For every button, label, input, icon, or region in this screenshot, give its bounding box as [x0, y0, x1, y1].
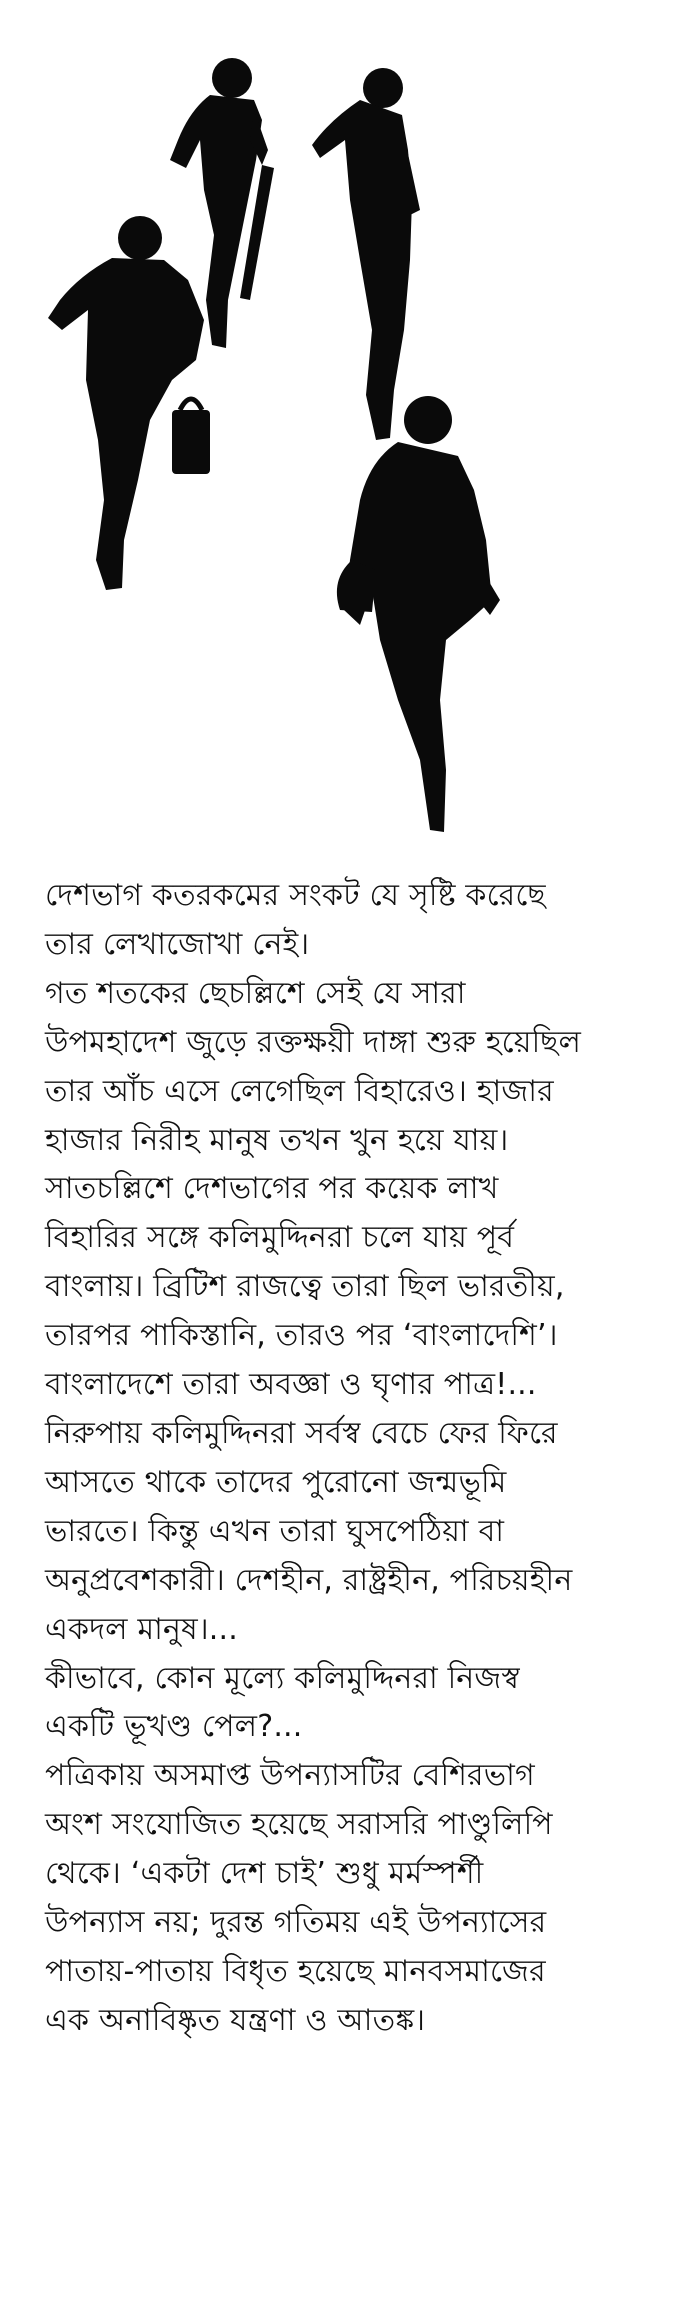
silhouette-figure-top-right	[312, 68, 420, 440]
silhouette-figure-bottom	[337, 396, 500, 832]
blurb-line: নিরুপায় কলিমুদ্দিনরা সর্বস্ব বেচে ফের ফিরে	[45, 1415, 558, 1451]
blurb-line: সাতচল্লিশে দেশভাগের পর কয়েক লাখ	[45, 1171, 499, 1207]
book-blurb	[45, 872, 675, 2046]
blurb-line: একদল মানুষ।...	[45, 1611, 239, 1647]
blurb-line: কীভাবে, কোন মূল্যে কলিমুদ্দিনরা নিজস্ব	[45, 1660, 520, 1696]
blurb-line: দেশভাগ কতরকমের সংকট যে সৃষ্টি করেছে	[45, 878, 546, 913]
blurb-line: উপন্যাস নয়; দুরন্ত গতিময় এই উপন্যাসের	[45, 1905, 547, 1941]
blurb-line: থেকে। ‘একটা দেশ চাই’ শুধু মর্মস্পর্শী	[45, 1856, 484, 1892]
silhouette-figure-middle-left	[48, 216, 210, 590]
blurb-line: বিহারির সঙ্গে কলিমুদ্দিনরা চলে যায় পূর্ব	[45, 1220, 515, 1256]
blurb-line: তার আঁচ এসে লেগেছিল বিহারেও। হাজার	[45, 1073, 554, 1109]
blurb-line: ভারতে। কিন্তু এখন তারা ঘুসপেঠিয়া বা	[45, 1513, 505, 1549]
blurb-line: তার লেখাজোখা নেই।	[45, 926, 310, 962]
blurb-line: তারপর পাকিস্তানি, তারও পর ‘বাংলাদেশি’।	[45, 1318, 558, 1354]
walking-people-silhouettes-icon	[0, 0, 694, 860]
blurb-line: পাতায়-পাতায় বিধৃত হয়েছে মানবসমাজের	[45, 1953, 546, 1989]
blurb-line: উপমহাদেশ জুড়ে রক্তক্ষয়ী দাঙ্গা শুরু হয়েছিল	[45, 1024, 582, 1060]
blurb-line: পত্রিকায় অসমাপ্ত উপন্যাসটির বেশিরভাগ	[45, 1758, 535, 1794]
blurb-line: আসতে থাকে তাদের পুরোনো জন্মভূমি	[45, 1464, 507, 1500]
blurb-line: অংশ সংযোজিত হয়েছে সরাসরি পাণ্ডুলিপি	[45, 1807, 553, 1843]
blurb-line: একটি ভূখণ্ড পেল?...	[45, 1709, 303, 1745]
blurb-line: গত শতকের ছেচল্লিশে সেই যে সারা	[45, 975, 466, 1011]
blurb-line: বাংলাদেশে তারা অবজ্ঞা ও ঘৃণার পাত্র!...	[45, 1367, 537, 1403]
blurb-line: বাংলায়। ব্রিটিশ রাজত্বে তারা ছিল ভারতীয়,	[45, 1269, 565, 1305]
blurb-line: অনুপ্রবেশকারী। দেশহীন, রাষ্ট্রহীন, পরিচয়হীন	[45, 1562, 573, 1598]
blurb-line: এক অনাবিষ্কৃত যন্ত্রণা ও আতঙ্ক।	[45, 2002, 426, 2038]
cover-illustration	[0, 0, 694, 860]
blurb-line: হাজার নিরীহ মানুষ তখন খুন হয়ে যায়।	[45, 1122, 509, 1158]
